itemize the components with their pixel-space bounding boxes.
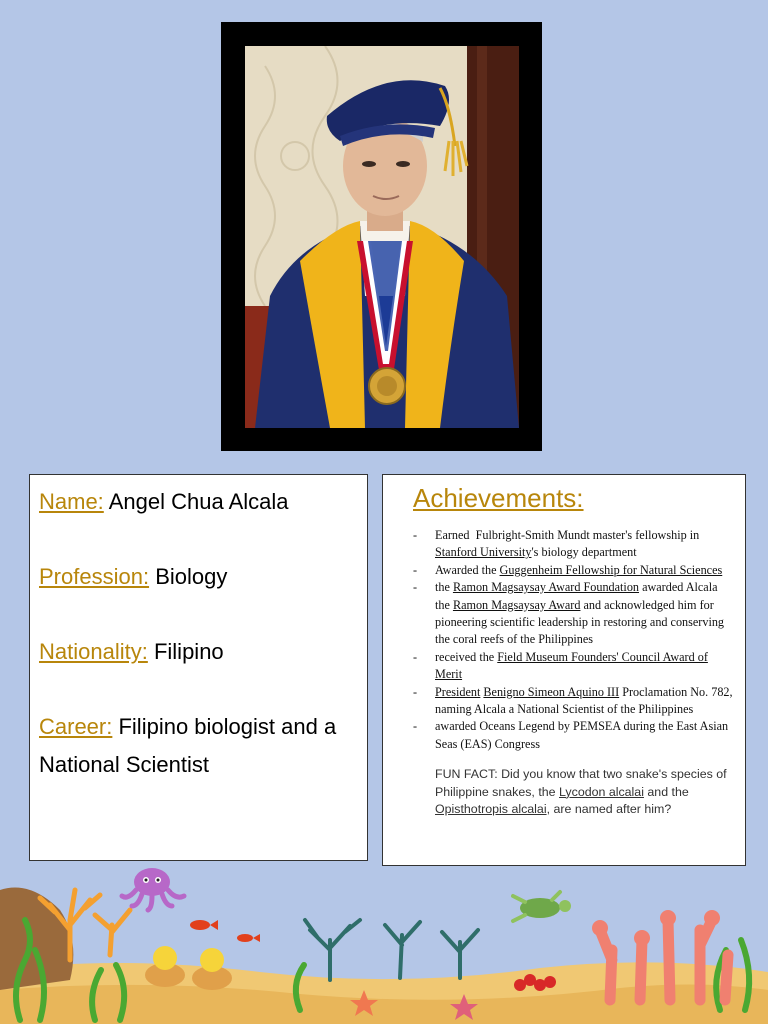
name-row: [39, 483, 358, 521]
list-dash: -: [413, 580, 418, 595]
fun-fact: [435, 766, 735, 819]
career-label: Career:: [39, 714, 113, 739]
stanford-link[interactable]: Stanford University: [435, 545, 532, 560]
achievements-box: [382, 474, 746, 866]
opisthotropis-link[interactable]: Opisthotropis alcalai: [435, 802, 547, 817]
achievement-item: [413, 527, 735, 562]
achievements-title: Achievements:: [413, 483, 584, 513]
list-dash: -: [413, 719, 418, 734]
list-dash: -: [413, 684, 418, 699]
achievement-text: and acknowledged him for pioneering scientific leadership in restoring and conserving the coral reefs of the Philippines: [435, 597, 725, 647]
name-label: Name:: [39, 489, 104, 514]
achievement-item: [413, 579, 735, 649]
achievement-item: [413, 718, 735, 753]
field-museum-link[interactable]: Field Museum Founders' Council Award of Merit: [435, 649, 708, 682]
teal-coral: [305, 920, 478, 980]
nationality-value: Filipino: [153, 639, 224, 664]
achievement-text: Earned Fulbright-Smith Mundt master's fellowship in: [435, 528, 700, 542]
list-dash: -: [413, 528, 418, 542]
lycodon-link[interactable]: Lycodon alcalai: [559, 784, 644, 799]
name-value: Angel Chua Alcala: [108, 489, 289, 514]
aquino-link[interactable]: Benigno Simeon Aquino III: [483, 684, 620, 699]
profession-label: Profession:: [39, 564, 150, 589]
achievement-item: [413, 562, 735, 579]
achievement-text: 's biology department: [531, 545, 637, 560]
octopus-icon: [122, 868, 184, 910]
achievement-text: the: [435, 580, 453, 595]
portrait-photo: [245, 46, 519, 428]
fun-fact-text: and the: [643, 784, 689, 799]
turtle-icon: [513, 892, 571, 921]
portrait-illustration: [245, 46, 519, 428]
profile-info-box: [29, 474, 368, 861]
ocean-floor-illustration: [0, 860, 768, 1024]
career-value: Filipino biologist and a National Scientist: [39, 714, 337, 777]
achievement-item: [413, 649, 735, 684]
list-dash: -: [413, 562, 418, 577]
achievement-text: Proclamation No. 782, naming Alcala a National Scientist of the Philippines: [435, 684, 733, 717]
portrait-frame: [221, 22, 542, 451]
achievement-text: received the: [435, 649, 498, 664]
achievements-list: [413, 527, 735, 753]
fun-fact-text: FUN FACT: Did you know that two snake's species of Philippine snakes, the: [435, 767, 727, 799]
fun-fact-text: , are named after him?: [546, 802, 672, 817]
achievement-item: [413, 684, 735, 719]
profession-row: [39, 558, 358, 596]
nationality-row: [39, 633, 358, 671]
nationality-label: Nationality:: [39, 639, 148, 664]
magsaysay-award-link[interactable]: Ramon Magsaysay Award: [452, 597, 581, 612]
achievement-text: awarded Oceans Legend by PEMSEA during the East Asian Seas (EAS) Congress: [435, 719, 729, 751]
career-row: [39, 708, 358, 784]
profession-value: Biology: [155, 564, 228, 589]
list-dash: -: [413, 649, 418, 664]
fish-icon: [190, 920, 260, 942]
guggenheim-link[interactable]: Guggenheim Fellowship for Natural Sciences: [499, 562, 723, 577]
president-link[interactable]: President: [435, 684, 481, 699]
magsaysay-foundation-link[interactable]: Ramon Magsaysay Award Foundation: [452, 580, 640, 595]
achievement-text: awarded Alcala the: [435, 580, 718, 612]
achievement-text: Awarded the: [435, 562, 500, 577]
